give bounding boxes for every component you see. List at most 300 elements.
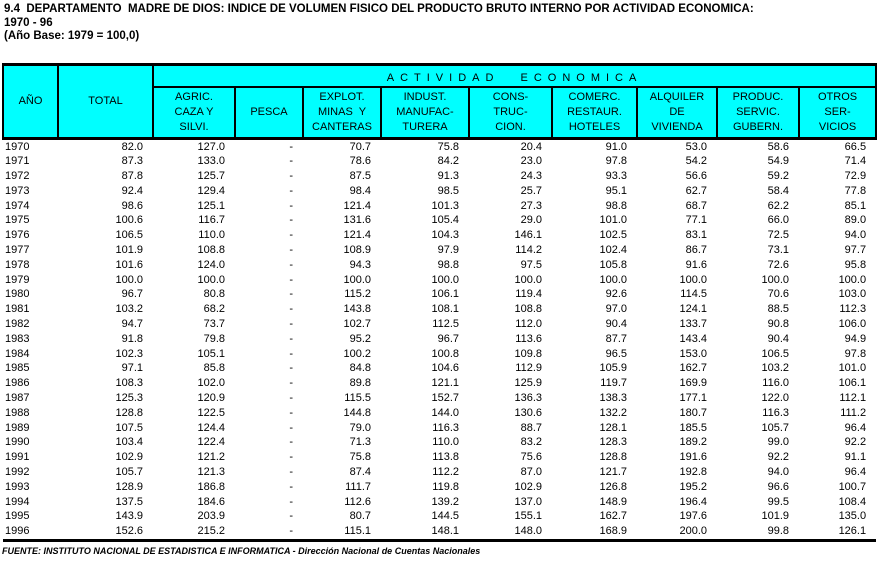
value-cell: 121.4 xyxy=(343,229,371,242)
value-cell: 104.3 xyxy=(431,229,459,242)
value-cell: 91.0 xyxy=(605,140,627,153)
value-cell: 72.6 xyxy=(767,258,789,271)
value-cell: 102.5 xyxy=(599,229,627,242)
header-line: PRODUC. xyxy=(732,90,784,103)
header-line: PESCA xyxy=(250,105,288,118)
value-cell: 96.7 xyxy=(121,288,143,301)
value-cell: 97.7 xyxy=(844,244,867,257)
value-cell: 128.8 xyxy=(599,451,627,464)
value-cell: 92.6 xyxy=(605,288,627,301)
value-cell: 100.0 xyxy=(838,273,867,286)
value-cell: - xyxy=(289,303,293,316)
year-cell: 1996 xyxy=(3,524,58,540)
value-cell: 80.7 xyxy=(349,510,371,523)
value-cell: 125.1 xyxy=(197,199,225,212)
value-cell: 114.5 xyxy=(680,288,707,301)
value-cell: 87.3 xyxy=(121,155,143,168)
value-cell: 137.5 xyxy=(115,495,143,508)
col-group-actividad-economica: ACTIVIDAD ECONOMICA xyxy=(153,64,876,87)
value-cell: 115.1 xyxy=(303,524,381,540)
value-cell: 125.9 xyxy=(514,377,542,390)
value-cell: 100.0 xyxy=(197,273,225,286)
value-cell: 192.8 xyxy=(679,466,707,479)
activity-column-header xyxy=(303,87,381,138)
value-cell: 87.0 xyxy=(520,466,542,479)
value-cell: - xyxy=(289,229,293,242)
value-cell: 114.2 xyxy=(515,244,542,257)
value-cell: - xyxy=(289,332,293,345)
value-cell: - xyxy=(289,288,293,301)
value-cell: 131.6 xyxy=(343,214,371,227)
value-cell: 90.4 xyxy=(605,318,627,331)
value-cell: 59.2 xyxy=(767,170,789,183)
value-cell: 113.6 xyxy=(515,332,542,345)
value-cell: 25.7 xyxy=(520,184,542,197)
value-cell: 129.4 xyxy=(197,184,225,197)
year-cell: 1972 xyxy=(5,170,30,183)
value-cell: 87.8 xyxy=(121,170,143,183)
value-cell: 121.2 xyxy=(197,451,225,464)
value-cell: - xyxy=(289,184,293,197)
value-cell: 96.5 xyxy=(605,347,627,360)
value-cell: 100.0 xyxy=(431,273,459,286)
value-cell: - xyxy=(289,466,293,479)
value-cell: 92.2 xyxy=(767,451,789,464)
value-cell: - xyxy=(289,495,293,508)
value-cell: 106.0 xyxy=(838,318,867,331)
value-cell: 89.0 xyxy=(844,214,867,227)
value-cell: 87.4 xyxy=(349,466,371,479)
value-cell: 100.0 xyxy=(343,273,371,286)
value-cell: - xyxy=(289,199,293,212)
header-line: ALQUILER xyxy=(649,90,705,103)
table-row xyxy=(3,361,876,376)
activity-column-header xyxy=(552,87,637,138)
value-cell: 100.2 xyxy=(343,347,371,360)
value-cell: 62.2 xyxy=(767,199,789,212)
value-cell: 144.0 xyxy=(431,406,459,419)
header-line: GUBERN. xyxy=(732,120,784,133)
value-cell: 121.7 xyxy=(599,466,627,479)
activity-column-header xyxy=(235,87,303,138)
value-cell: 58.6 xyxy=(767,140,789,153)
value-cell: 99.8 xyxy=(717,524,799,540)
value-cell: - xyxy=(289,170,293,183)
value-cell: 83.1 xyxy=(685,229,707,242)
value-cell: 115.5 xyxy=(344,392,371,405)
value-cell: 79.8 xyxy=(203,332,225,345)
value-cell: 101.0 xyxy=(838,362,867,375)
activity-column-header xyxy=(637,87,717,138)
value-cell: 116.3 xyxy=(432,421,459,434)
value-cell: 162.7 xyxy=(679,362,707,375)
value-cell: 101.0 xyxy=(599,214,627,227)
table-row xyxy=(3,302,876,317)
value-cell: - xyxy=(289,421,293,434)
value-cell: 86.7 xyxy=(685,244,707,257)
value-cell: 75.8 xyxy=(349,451,371,464)
value-cell: 125.7 xyxy=(197,170,225,183)
value-cell: 112.1 xyxy=(839,392,867,405)
value-cell: - xyxy=(289,273,293,286)
value-cell: 70.6 xyxy=(767,288,789,301)
value-cell: 124.4 xyxy=(197,421,225,434)
value-cell: - xyxy=(289,258,293,271)
table-row xyxy=(3,465,876,480)
value-cell: 72.5 xyxy=(767,229,789,242)
value-cell: 99.0 xyxy=(767,436,789,449)
value-cell: 120.9 xyxy=(197,392,225,405)
value-cell: 136.3 xyxy=(514,392,542,405)
value-cell: 144.5 xyxy=(431,510,459,523)
value-cell: - xyxy=(289,362,293,375)
value-cell: 87.5 xyxy=(349,170,371,183)
value-cell: 155.1 xyxy=(514,510,542,523)
table-row xyxy=(3,138,876,154)
value-cell: 89.8 xyxy=(349,377,371,390)
year-cell: 1983 xyxy=(5,332,30,345)
value-cell: 111.7 xyxy=(345,480,371,493)
value-cell: 135.0 xyxy=(838,510,867,523)
value-cell: 110.0 xyxy=(198,229,225,242)
value-cell: 101.9 xyxy=(115,244,143,257)
table-row xyxy=(3,391,876,406)
value-cell: 105.7 xyxy=(115,466,143,479)
value-cell: 104.6 xyxy=(431,362,459,375)
activity-column-header xyxy=(799,87,876,138)
source-note: FUENTE: INSTITUTO NACIONAL DE ESTADISTICA E INFORMATICA - Dirección Nacional de Cuentas Nacionales xyxy=(2,546,481,557)
value-cell: 108.8 xyxy=(514,303,542,316)
year-cell: 1971 xyxy=(5,155,30,168)
value-cell: 108.9 xyxy=(343,244,371,257)
value-cell: 105.1 xyxy=(197,347,225,360)
year-cell: 1994 xyxy=(5,495,30,508)
table-row xyxy=(3,509,876,524)
table-row xyxy=(3,317,876,332)
data-table xyxy=(2,63,877,543)
value-cell: 100.6 xyxy=(115,214,143,227)
header-line: CAZA Y xyxy=(174,105,214,118)
table-row xyxy=(3,406,876,421)
value-cell: 97.5 xyxy=(520,258,542,271)
year-cell: 1995 xyxy=(5,510,30,523)
value-cell: 191.6 xyxy=(679,451,707,464)
table-row xyxy=(3,435,876,450)
header-line: VICIOS xyxy=(818,120,857,133)
value-cell: 132.2 xyxy=(599,406,627,419)
header-line xyxy=(236,90,302,105)
value-cell: 85.8 xyxy=(203,362,225,375)
header-line: CION. xyxy=(495,120,526,133)
header-line: SER- xyxy=(824,105,851,118)
value-cell: 121.1 xyxy=(431,377,459,390)
value-cell: 84.8 xyxy=(349,362,371,375)
value-cell: 84.2 xyxy=(437,155,459,168)
activity-column-header xyxy=(153,87,235,138)
year-cell: 1973 xyxy=(5,184,30,197)
value-cell: 197.6 xyxy=(679,510,707,523)
table-row xyxy=(3,480,876,495)
value-cell: 105.9 xyxy=(599,362,627,375)
value-cell: 99.5 xyxy=(767,495,789,508)
year-cell: 1974 xyxy=(5,199,30,212)
value-cell: 100.0 xyxy=(599,273,627,286)
header-line: CONS- xyxy=(492,90,529,103)
value-cell: 130.6 xyxy=(514,406,542,419)
table-row xyxy=(3,421,876,436)
value-cell: 106.1 xyxy=(838,377,867,390)
value-cell: 53.0 xyxy=(685,140,707,153)
value-cell: 68.2 xyxy=(203,303,225,316)
value-cell: 97.1 xyxy=(121,362,143,375)
value-cell: 189.2 xyxy=(679,436,707,449)
table-row xyxy=(3,213,876,228)
value-cell: 127.0 xyxy=(197,140,225,153)
value-cell: 186.8 xyxy=(197,480,225,493)
page-title: 9.4 DEPARTAMENTO MADRE DE DIOS: INDICE DE VOLUMEN FISICO DEL PRODUCTO BRUTO INTERNO POR ACTIVIDAD ECONOMICA: xyxy=(4,3,754,15)
value-cell: 96.4 xyxy=(844,466,867,479)
value-cell: 71.3 xyxy=(349,436,371,449)
value-cell: 80.8 xyxy=(203,288,225,301)
value-cell: 143.4 xyxy=(679,332,707,345)
value-cell: 77.8 xyxy=(844,184,867,197)
value-cell: 103.0 xyxy=(838,288,867,301)
value-cell: 115.2 xyxy=(344,288,371,301)
value-cell: 94.3 xyxy=(349,258,371,271)
value-cell: 102.0 xyxy=(197,377,225,390)
value-cell: 100.0 xyxy=(115,273,143,286)
activity-column-header xyxy=(469,87,552,138)
value-cell: 126.1 xyxy=(799,524,876,540)
value-cell: 71.4 xyxy=(844,155,867,168)
value-cell: 96.7 xyxy=(437,332,459,345)
header-line: MINAS Y xyxy=(317,105,367,118)
value-cell: 108.1 xyxy=(431,303,459,316)
col-header-total: TOTAL xyxy=(58,64,153,138)
value-cell: 106.1 xyxy=(431,288,459,301)
table-row xyxy=(3,228,876,243)
value-cell: 119.4 xyxy=(515,288,542,301)
value-cell: 91.1 xyxy=(844,451,867,464)
value-cell: 88.7 xyxy=(520,421,542,434)
value-cell: 87.7 xyxy=(605,332,627,345)
year-cell: 1989 xyxy=(5,421,30,434)
value-cell: 112.2 xyxy=(432,466,459,479)
value-cell: 128.9 xyxy=(115,480,143,493)
table-row xyxy=(3,450,876,465)
value-cell: 95.2 xyxy=(349,332,371,345)
value-cell: 73.1 xyxy=(767,244,789,257)
value-cell: 116.7 xyxy=(198,214,225,227)
value-cell: 54.9 xyxy=(767,155,789,168)
value-cell: 146.1 xyxy=(514,229,542,242)
value-cell: 103.4 xyxy=(115,436,143,449)
value-cell: 168.9 xyxy=(552,524,637,540)
value-cell: 196.4 xyxy=(679,495,707,508)
value-cell: 111.2 xyxy=(840,406,867,419)
col-header-ano: AÑO xyxy=(3,64,58,138)
header-line: HOTELES xyxy=(568,120,621,133)
value-cell: - xyxy=(289,318,293,331)
title-base-year: (Año Base: 1979 = 100,0) xyxy=(4,30,140,42)
table-row xyxy=(3,376,876,391)
value-cell: 184.6 xyxy=(197,495,225,508)
year-cell: 1990 xyxy=(5,436,30,449)
table-row xyxy=(3,347,876,362)
value-cell: 62.7 xyxy=(685,184,707,197)
value-cell: - xyxy=(289,377,293,390)
value-cell: 148.0 xyxy=(469,524,552,540)
value-cell: 112.0 xyxy=(515,318,542,331)
year-cell: 1977 xyxy=(5,244,30,257)
value-cell: 116.0 xyxy=(762,377,789,390)
table-row xyxy=(3,287,876,302)
value-cell: 66.5 xyxy=(844,140,867,153)
value-cell: 97.0 xyxy=(605,303,627,316)
value-cell: 91.6 xyxy=(685,258,707,271)
value-cell: 148.9 xyxy=(599,495,627,508)
value-cell: - xyxy=(289,451,293,464)
value-cell: 107.5 xyxy=(115,421,143,434)
value-cell: 96.6 xyxy=(767,480,789,493)
value-cell: 139.2 xyxy=(431,495,459,508)
table-row xyxy=(3,258,876,273)
year-cell: 1970 xyxy=(5,140,30,153)
value-cell: 98.8 xyxy=(437,258,459,271)
value-cell: 101.6 xyxy=(115,258,143,271)
value-cell: 98.5 xyxy=(437,184,459,197)
year-cell: 1980 xyxy=(5,288,30,301)
value-cell: 122.5 xyxy=(197,406,225,419)
value-cell: 68.7 xyxy=(685,199,707,212)
table-row xyxy=(3,154,876,169)
header-line xyxy=(236,120,302,135)
value-cell: 162.7 xyxy=(599,510,627,523)
value-cell: 108.4 xyxy=(838,495,867,508)
value-cell: 108.3 xyxy=(115,377,143,390)
value-cell: 109.8 xyxy=(514,347,542,360)
value-cell: 203.9 xyxy=(197,510,225,523)
year-cell: 1979 xyxy=(5,273,30,286)
year-cell: 1982 xyxy=(5,318,30,331)
value-cell: 24.3 xyxy=(520,170,542,183)
value-cell: 85.1 xyxy=(844,199,867,212)
activity-column-header xyxy=(717,87,799,138)
value-cell: 143.8 xyxy=(343,303,371,316)
value-cell: 29.0 xyxy=(520,214,542,227)
value-cell: 177.1 xyxy=(679,392,707,405)
header-line: OTROS xyxy=(817,90,858,103)
value-cell: 91.3 xyxy=(437,170,459,183)
value-cell: 110.0 xyxy=(432,436,459,449)
value-cell: 95.8 xyxy=(844,258,867,271)
value-cell: 83.2 xyxy=(520,436,542,449)
value-cell: 133.7 xyxy=(679,318,707,331)
value-cell: 119.8 xyxy=(432,480,459,493)
table-row xyxy=(3,199,876,214)
value-cell: 73.7 xyxy=(203,318,225,331)
value-cell: - xyxy=(289,140,293,153)
title-block xyxy=(0,0,877,44)
value-cell: 144.8 xyxy=(343,406,371,419)
value-cell: - xyxy=(289,392,293,405)
value-cell: 152.6 xyxy=(58,524,153,540)
title-period: 1970 - 96 xyxy=(4,16,53,29)
value-cell: 94.0 xyxy=(844,229,867,242)
header-line: CANTERAS xyxy=(312,120,372,133)
value-cell: 72.9 xyxy=(844,170,867,183)
value-cell: 93.3 xyxy=(605,170,627,183)
year-cell: 1976 xyxy=(5,229,30,242)
value-cell: 77.1 xyxy=(685,214,707,227)
header-line: TURERA xyxy=(402,120,448,133)
header-line: EXPLOT. xyxy=(319,90,365,103)
value-cell: 105.8 xyxy=(599,258,627,271)
value-cell: 143.9 xyxy=(115,510,143,523)
value-cell: 100.0 xyxy=(514,273,542,286)
value-cell: 20.4 xyxy=(520,140,542,153)
value-cell: 105.4 xyxy=(431,214,459,227)
value-cell: 102.7 xyxy=(343,318,371,331)
year-cell: 1991 xyxy=(5,451,30,464)
value-cell: 98.8 xyxy=(605,199,627,212)
year-cell: 1993 xyxy=(5,480,30,493)
value-cell: 124.1 xyxy=(679,303,707,316)
value-cell: 94.9 xyxy=(844,332,867,345)
value-cell: 91.8 xyxy=(121,332,143,345)
value-cell: - xyxy=(289,436,293,449)
value-cell: 95.1 xyxy=(605,184,627,197)
value-cell: 121.4 xyxy=(343,199,371,212)
value-cell: 97.8 xyxy=(605,155,627,168)
value-cell: 102.4 xyxy=(599,244,627,257)
value-cell: 79.0 xyxy=(349,421,371,434)
header-line: DE xyxy=(669,105,685,118)
value-cell: 121.3 xyxy=(197,466,225,479)
value-cell: 102.9 xyxy=(115,451,143,464)
value-cell: 98.6 xyxy=(121,199,143,212)
year-cell: 1978 xyxy=(5,258,30,271)
value-cell: 27.3 xyxy=(520,199,542,212)
year-cell: 1988 xyxy=(5,406,30,419)
value-cell: 128.1 xyxy=(599,421,627,434)
value-cell: 92.2 xyxy=(844,436,867,449)
value-cell: 106.5 xyxy=(115,229,143,242)
value-cell: 133.0 xyxy=(197,155,225,168)
value-cell: 119.7 xyxy=(600,377,627,390)
value-cell: 70.7 xyxy=(349,140,371,153)
value-cell: 122.0 xyxy=(761,392,789,405)
header-line: INDUST. xyxy=(403,90,447,103)
header-line: TRUC- xyxy=(493,105,528,118)
value-cell: 108.8 xyxy=(197,244,225,257)
value-cell: 54.2 xyxy=(685,155,707,168)
header-line: SERVIC. xyxy=(736,105,780,118)
value-cell: 112.3 xyxy=(839,303,867,316)
table-row xyxy=(3,169,876,184)
value-cell: 101.3 xyxy=(431,199,459,212)
table-row xyxy=(3,332,876,347)
value-cell: - xyxy=(289,155,293,168)
table-row xyxy=(3,184,876,199)
value-cell: 102.3 xyxy=(115,347,143,360)
value-cell: 148.1 xyxy=(381,524,469,540)
value-cell: 75.8 xyxy=(437,140,459,153)
table-row xyxy=(3,243,876,258)
value-cell: 169.9 xyxy=(679,377,707,390)
value-cell: - xyxy=(289,510,293,523)
value-cell: 100.7 xyxy=(838,480,867,493)
